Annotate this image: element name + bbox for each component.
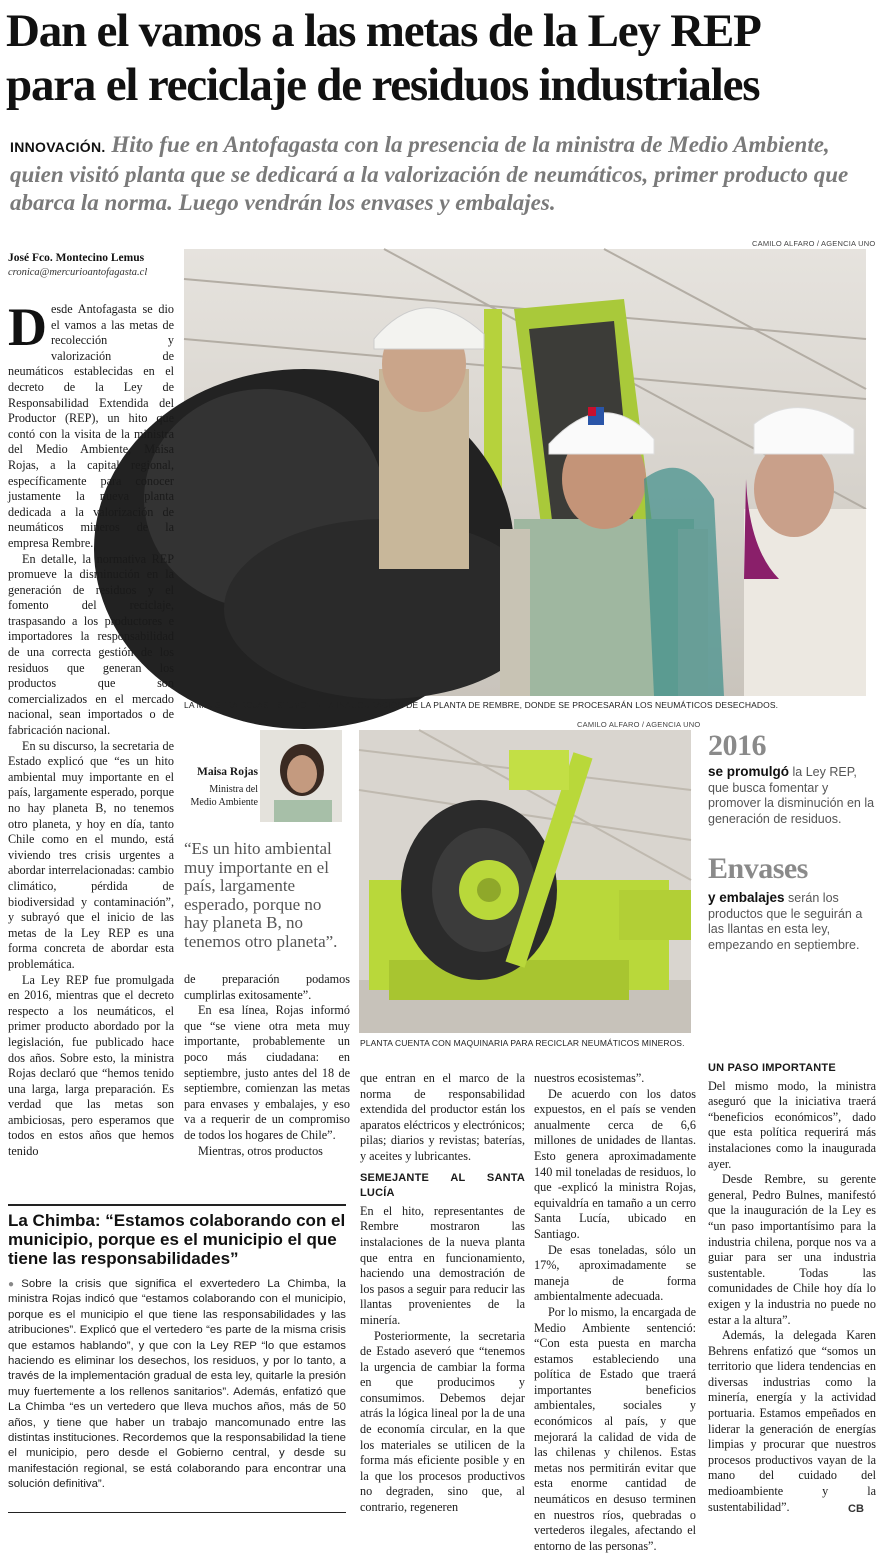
col4-p2: De acuerdo con los datos expuestos, en el país se venden anualmente cerca de 6,6 millones de unidades de llantas. Esto genera aproximadamente 140 mil toneladas de residuos, lo que -explicó la ministra Rojas, equivaldría en tamaño a un cerro Santa Lucía, ubicado en Santiago.: [534, 1086, 696, 1241]
fact-envases-desc: serán los productos que le seguirán a las llantas en esta ley, empezando en septiembre.: [708, 891, 863, 952]
col4-p4: Por lo mismo, la encargada de Medio Ambiente sentenció: “Con esta puesta en marcha estamos estableciendo una política de Estado que traerá importantes beneficios ambientales, sociales y económicos al país, y que mejorará la calidad de vida de las chilenas y chilenos. Estas metas nos permitirán evitar que esta enorme cantidad de neumáticos en desuso terminen en nuestros ríos, quebradas o vertederos ilegales, afectando el entorno de las personas”.: [534, 1304, 696, 1553]
col2-p1: de preparación podamos cumplirlas exitosamente”.: [184, 972, 350, 1002]
sidebar-body-text: Sobre la crisis que significa el exvertedero La Chimba, la ministra Rojas indicó que “estamos colaborando con el municipio, porque es el municipio el que tiene las responsabilidades y las atribuciones”. Explicó que el vertedero “es parte de la misma crisis que estamos hablando”, y que con la Ley REP “lo que estamos haciendo es eliminar los desechos, los residuos, y por lo tanto, a través de la implementación gradual de esta ley, quitarle la presión muy fuertemente a los rellenos sanitarios”. Además, enfatizó que La Chimba “es un vertedero que lleva muchos años, más de 50 años, y tiene que haber un trabajo mancomunado entre las distintas instituciones. Recordemos que la responsabilidad la tiene el municipio, pero desde el Gobierno central, y desde su manifestación regional, se está colaborando para encontrar una solución definitiva”.: [8, 1278, 346, 1491]
photo-main: [184, 249, 866, 696]
fact-envases-bold: y embalajes: [708, 890, 785, 905]
portrait-label: [184, 765, 258, 809]
fact-2016-number: 2016: [708, 729, 766, 762]
fact-2016-text: [708, 764, 876, 827]
portrait-photo: [260, 730, 342, 822]
deck-text: Hito fue en Antofagasta con la presencia de la ministra de Medio Ambiente, quien visitó planta que se dedicará a la valorización de neumáticos, primer producto que abarca la norma. Luego vendrán los envases y embalajes.: [10, 132, 849, 215]
headline-line-1: Dan el vamos a las metas de la Ley REP: [6, 5, 761, 57]
body-column-5: [708, 1055, 876, 1515]
sidebar-bottom-rule: [8, 1512, 346, 1513]
sidebar-body: [8, 1277, 346, 1493]
pull-quote: “Es un hito ambiental muy importante en el país, largamente esperado, porque no hay planeta B, no tenemos otro planeta”.: [184, 839, 338, 951]
portrait-illustration: [260, 730, 342, 822]
fact-2016-bold: se promulgó: [708, 764, 790, 779]
fact-envases-text: [708, 890, 876, 953]
end-mark: CB: [848, 1503, 864, 1515]
fact-2016-desc: la Ley REP, que busca fomentar y promover la disminución en la generación de residuos.: [708, 765, 875, 826]
col1-p4: La Ley REP fue promulgada en 2016, mientras que el decreto respecto a los neumáticos, el primer producto abordado por la legislación, fue publicado hace dos años. Sobre esto, la ministra Rojas declaró que “hemos tenido una larga, larga preparación. Es verdad que las metas son ambiciosas, pero esperamos que todos en estos años que hemos tenido: [8, 972, 174, 1159]
col1-p2: En detalle, la normativa REP promueve la disminución en la generación de residuos y el fomento del reciclaje, traspasando a los productores e importadores la responsabilidad de una correcta gestión de los residuos que generan los productos que son comercializados en el mercado nacional, sean importados o de fabricación nacional.: [8, 551, 174, 738]
photo-second: [359, 730, 691, 1033]
col1-p1: esde Antofagasta se dio el vamos a las metas de recolección y valorización de neumáticos establecidas en el decreto de la Ley de Responsabilidad Extendida del Productor (REP), un hito que contó con la visita de la ministra del Medio Ambiente, Maisa Rojas, a la capital regional, específicamente para conocer justamente la nueva planta dedicada a la valorización de neumáticos mineros de la empresa Rembre.: [8, 302, 174, 550]
photo-second-caption: PLANTA CUENTA CON MAQUINARIA PARA RECICLAR NEUMÁTICOS MINEROS.: [360, 1038, 685, 1048]
dropcap: D: [8, 297, 47, 357]
byline: [8, 252, 178, 278]
body-column-1: [8, 297, 174, 1160]
col4-p1: nuestros ecosistemas”.: [534, 1071, 645, 1085]
col2-p2: En esa línea, Rojas informó que “se viene otra meta muy importante, probablemente un poco más ciudadana: en septiembre, justo antes del 18 de septiembre, comienzan las metas para envases y embalajes, y eso va a requerir de un compromiso de todos los hogares de Chile”.: [184, 1003, 350, 1142]
photo-main-caption: LA MINISTRA ROJAS ESTUVO EN LA INAUGURACIÓN DE LA PLANTA DE REMBRE, DONDE SE PROCESARÁN LOS NEUMÁTICOS DESECHADOS.: [184, 700, 779, 710]
headline-line-2: para el reciclaje de residuos industriales: [6, 59, 760, 111]
col1-p3: En su discurso, la secretaria de Estado explicó que “es un hito ambiental muy importante en el país, largamente esperado, porque no hay planeta B, no tenemos otro planeta, y hoy en día, tanto Chile como en el mundo, está viviendo tres crisis urgentes a abordar interrelacionadas: cambio climático, pérdida de biodiversidad y contaminación”, y subrayó que el inicio de las metas de la Ley REP es una forma concreta de abordar esta problemática.: [8, 738, 174, 971]
col3-p3: Posteriormente, la secretaria de Estado aseveró que “tenemos la urgencia de cambiar la forma en que producimos y consumimos. Debemos dejar atrás la lógica lineal por la de una de economía circular, en la que los materiales se utilicen de la forma más eficiente posible y en la que los procesos productivos no degraden, sino que, al contrario, regeneren: [360, 1328, 525, 1515]
body-column-4: [534, 1071, 696, 1554]
col5-p1: Del mismo modo, la ministra aseguró que la iniciativa traerá “beneficios económicos”, dado que esta política requerirá más instalaciones como la inaugurada ayer.: [708, 1078, 876, 1171]
bullet-icon: ●: [8, 1279, 19, 1290]
col3-p1: que entran en el marco de la norma de responsabilidad extendida del productor están los aparatos eléctricos y electrónicos; pilas; diarios y revistas; baterías, y aceites y lubricantes.: [360, 1071, 525, 1163]
headline: [6, 4, 878, 112]
col4-p3: De esas toneladas, sólo un 17%, aproximadamente se maneja de forma ambientalmente adecuada.: [534, 1242, 696, 1304]
byline-email[interactable]: cronica@mercurioantofagasta.cl: [8, 267, 148, 278]
deck: [10, 131, 876, 217]
sidebar-top-rule: [8, 1204, 346, 1206]
col5-p2: Desde Rembre, su gerente general, Pedro Bulnes, manifestó que la inauguración de la Ley es “un paso importantísimo para la industria chilena, porque nos va a guiar para ser una industria sustentable. Todas las comunidades de Chile hoy día lo exigen y la industria no puede no estar a la altura”.: [708, 1172, 876, 1327]
deck-kicker: INNOVACIÓN.: [10, 139, 106, 155]
col2-p3: Mientras, otros productos: [198, 1143, 323, 1158]
col3-subhead: SEMEJANTE AL SANTA LUCÍA: [360, 1171, 525, 1200]
photo-second-credit: CAMILO ALFARO / AGENCIA UNO: [577, 720, 701, 729]
col3-p2: En el hito, representantes de Rembre mostraron las instalaciones de la nueva planta que entra en funcionamiento, haciendo una demostración de los pasos a seguir para reducir las llantas provenientes de la minería.: [360, 1203, 525, 1327]
col5-subhead: UN PASO IMPORTANTE: [708, 1062, 836, 1074]
sidebar-title: La Chimba: “Estamos colaborando con el municipio, porque es el municipio el que tiene las responsabilidades”: [8, 1211, 346, 1268]
photo-main-illustration: [184, 249, 866, 696]
col5-p3: Además, la delegada Karen Behrens enfatizó que “somos un territorio que lidera tendencias en diversas industrias como la minería, energía y la actividad portuaria. Estamos empeñados en liderar la generación de energías limpias y procurar que nuestros procesos productivos vayan de la mano del cuidado del medioambiente y la sustentabilidad”.: [708, 1328, 876, 1514]
body-column-2: [184, 972, 350, 1159]
photo-second-illustration: [359, 730, 691, 1033]
portrait-name: Maisa Rojas: [196, 766, 258, 778]
photo-main-credit: CAMILO ALFARO / AGENCIA UNO: [752, 239, 876, 248]
body-column-3: [360, 1071, 525, 1516]
fact-envases-word: Envases: [708, 852, 808, 885]
portrait-role: Ministra del Medio Ambiente: [190, 784, 258, 808]
byline-author: José Fco. Montecino Lemus: [8, 252, 145, 264]
